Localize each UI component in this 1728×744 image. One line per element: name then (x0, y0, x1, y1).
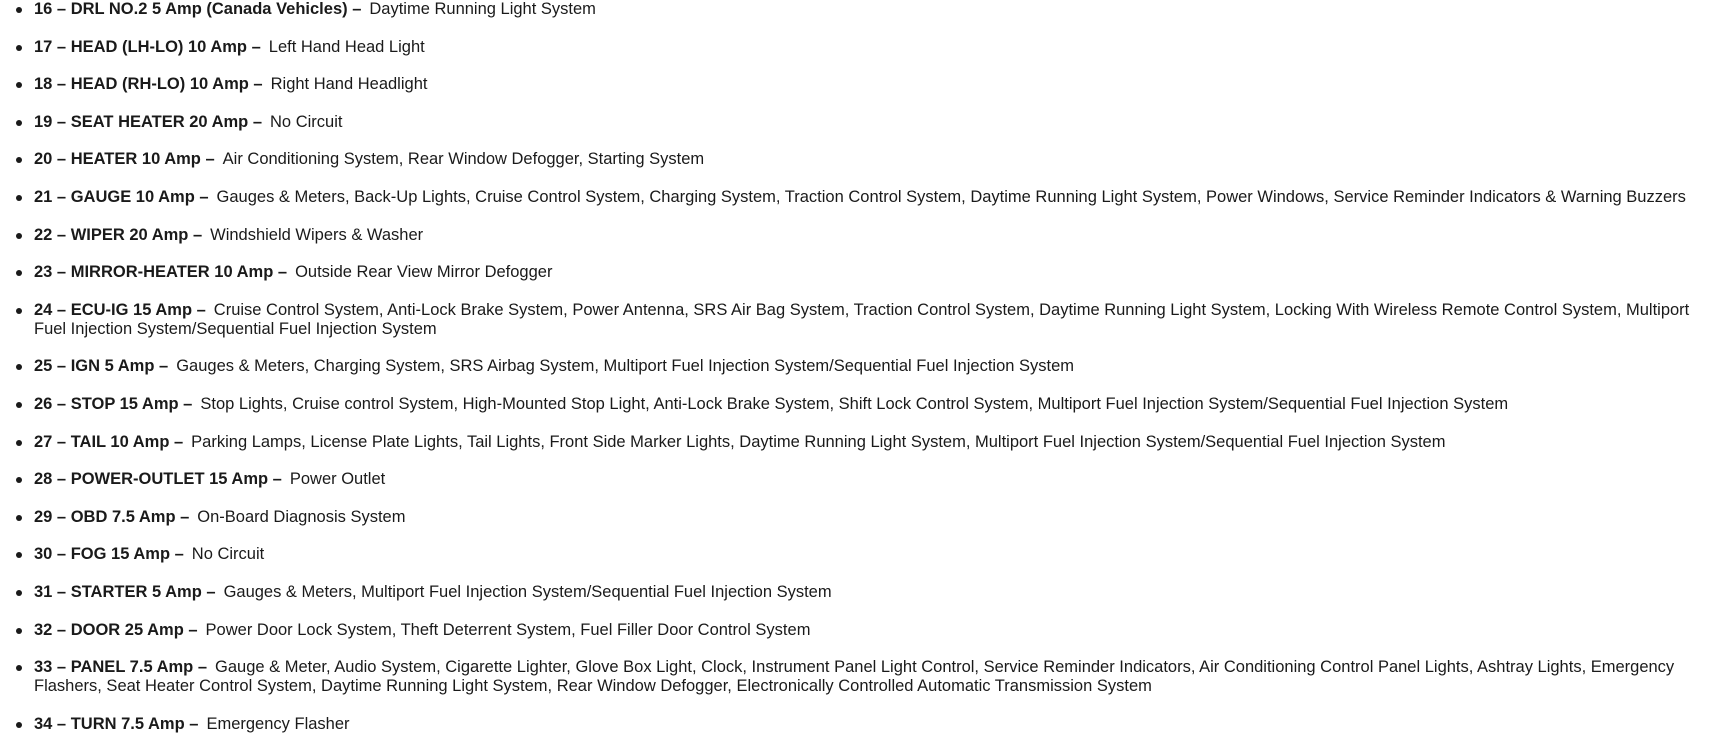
bullet-icon (16, 157, 22, 163)
bullet-icon (16, 195, 22, 201)
list-item (34, 226, 1724, 245)
fuse-description: Gauges & Meters, Back-Up Lights, Cruise Control System, Charging System, Traction Control System, Daytime Running Light System, Power Windows, Service Reminder Indicators & Warning Buzzers (216, 187, 1686, 206)
list-item (34, 38, 1724, 57)
bullet-icon (16, 364, 22, 370)
fuse-description: On-Board Diagnosis System (197, 507, 406, 526)
list-item (34, 0, 1724, 19)
fuse-description: Right Hand Headlight (270, 75, 428, 94)
list-item (34, 357, 1724, 376)
list-item (34, 75, 1724, 94)
bullet-icon (16, 402, 22, 408)
list-item (34, 715, 1724, 734)
list-item (34, 188, 1724, 207)
list-item (34, 508, 1724, 527)
fuse-label: 19 – SEAT HEATER 20 Amp – (34, 112, 263, 131)
list-item (34, 583, 1724, 602)
fuse-label: 34 – TURN 7.5 Amp – (34, 714, 199, 733)
fuse-label: 25 – IGN 5 Amp – (34, 357, 169, 376)
list-item (34, 658, 1724, 696)
list-item (34, 433, 1724, 452)
bullet-icon (16, 233, 22, 239)
fuse-label: 16 – DRL NO.2 5 Amp (Canada Vehicles) – (34, 0, 362, 18)
list-item (34, 395, 1724, 414)
fuse-description: Windshield Wipers & Washer (210, 225, 424, 244)
fuse-label: 20 – HEATER 10 Amp – (34, 150, 215, 169)
fuse-description: Power Door Lock System, Theft Deterrent System, Fuel Filler Door Control System (205, 620, 811, 639)
list-item (34, 113, 1724, 132)
bullet-icon (16, 552, 22, 558)
fuse-description: Left Hand Head Light (268, 37, 425, 56)
list-item (34, 301, 1724, 339)
fuse-label: 32 – DOOR 25 Amp – (34, 620, 198, 639)
bullet-icon (16, 628, 22, 634)
fuse-description: Outside Rear View Mirror Defogger (295, 263, 553, 282)
bullet-icon (16, 7, 22, 13)
fuse-label: 28 – POWER-OUTLET 15 Amp – (34, 470, 282, 489)
fuse-description: Power Outlet (289, 470, 386, 489)
fuse-label: 31 – STARTER 5 Amp – (34, 582, 216, 601)
fuse-description: Cruise Control System, Anti-Lock Brake System, Power Antenna, SRS Air Bag System, Traction Control System, Daytime Running Light System, Locking With Wireless Remote Control System, Multiport Fuel Injection System/Sequential Fuel Injection System (34, 300, 1690, 338)
fuse-description: Gauge & Meter, Audio System, Cigarette Lighter, Glove Box Light, Clock, Instrument Panel Light Control, Service Reminder Indicators, Air Conditioning Control Panel Lights, Ashtray Lights, Emergency Flashers, Seat Heater Control System, Daytime Running Light System, Rear Window Defogger, Electronically Controlled Automatic Transmission System (34, 658, 1675, 696)
list-item (34, 621, 1724, 640)
bullet-icon (16, 440, 22, 446)
bullet-icon (16, 82, 22, 88)
fuse-label: 24 – ECU-IG 15 Amp – (34, 300, 206, 319)
bullet-icon (16, 120, 22, 126)
fuse-description: No Circuit (270, 112, 343, 131)
fuse-label: 17 – HEAD (LH-LO) 10 Amp – (34, 37, 261, 56)
fuse-label: 30 – FOG 15 Amp – (34, 545, 184, 564)
list-item (34, 150, 1724, 169)
list-item (34, 470, 1724, 489)
bullet-icon (16, 308, 22, 314)
fuse-description: Stop Lights, Cruise control System, High-Mounted Stop Light, Anti-Lock Brake System, Shift Lock Control System, Multiport Fuel Injection System/Sequential Fuel Injection System (200, 394, 1509, 413)
fuse-label: 29 – OBD 7.5 Amp – (34, 507, 190, 526)
fuse-description: Parking Lamps, License Plate Lights, Tail Lights, Front Side Marker Lights, Daytime Running Light System, Multiport Fuel Injection System/Sequential Fuel Injection System (191, 432, 1446, 451)
bullet-icon (16, 45, 22, 51)
bullet-icon (16, 665, 22, 671)
fuse-label: 26 – STOP 15 Amp – (34, 394, 193, 413)
fuse-description: Emergency Flasher (206, 714, 350, 733)
fuse-label: 33 – PANEL 7.5 Amp – (34, 658, 208, 677)
bullet-icon (16, 722, 22, 728)
bullet-icon (16, 270, 22, 276)
fuse-description: Daytime Running Light System (369, 0, 596, 18)
bullet-icon (16, 477, 22, 483)
list-item (34, 545, 1724, 564)
fuse-label: 21 – GAUGE 10 Amp – (34, 187, 209, 206)
bullet-icon (16, 515, 22, 521)
list-item (34, 263, 1724, 282)
bullet-icon (16, 590, 22, 596)
fuse-label: 23 – MIRROR-HEATER 10 Amp – (34, 263, 288, 282)
fuse-label: 18 – HEAD (RH-LO) 10 Amp – (34, 75, 263, 94)
fuse-label: 27 – TAIL 10 Amp – (34, 432, 184, 451)
fuse-description: Air Conditioning System, Rear Window Defogger, Starting System (222, 150, 705, 169)
fuse-label: 22 – WIPER 20 Amp – (34, 225, 203, 244)
fuse-description: Gauges & Meters, Charging System, SRS Airbag System, Multiport Fuel Injection System/Sequential Fuel Injection System (176, 357, 1075, 376)
fuse-description: Gauges & Meters, Multiport Fuel Injection System/Sequential Fuel Injection System (223, 582, 832, 601)
fuse-description: No Circuit (191, 545, 265, 564)
